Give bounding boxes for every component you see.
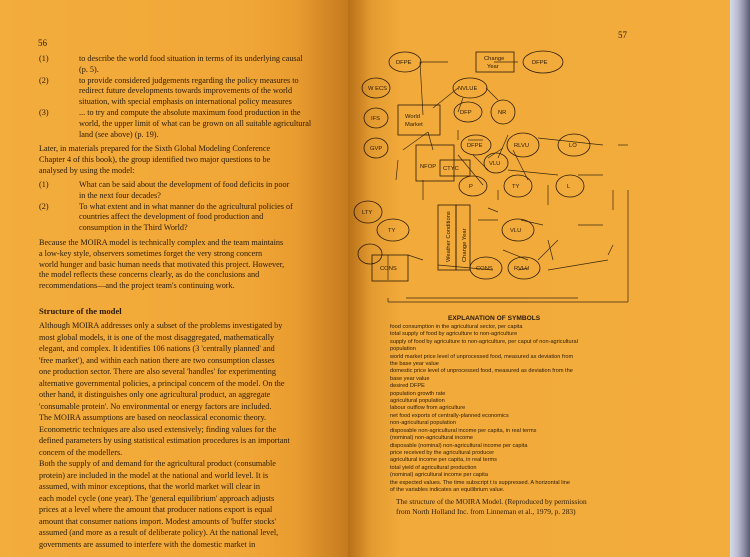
list-item-text: To what extent and in what manner do the agricultural policies of: [79, 201, 293, 211]
caption-line: The structure of the MOIRA Model. (Reproduced by permission: [396, 497, 587, 506]
text-line: concern of the modellers.: [39, 447, 123, 457]
diagram-label: P: [469, 184, 473, 190]
list-item: [39, 202, 339, 213]
list-item: [39, 76, 339, 87]
list-item: [39, 65, 339, 76]
diagram-label: CONS: [476, 266, 493, 272]
legend-entry: agricultural income per capita, in real terms: [390, 457, 497, 464]
text-line: protein) are included in the model at the national and world level. It is: [39, 470, 269, 480]
text-line: world hunger and basic human needs that motivated this project. However,: [39, 259, 285, 269]
diagram-label: TY: [388, 228, 396, 234]
figure-caption: [396, 497, 716, 516]
legend-entry: base year value: [390, 375, 430, 382]
text-line: assumed, with minor exceptions, that the world market will clear in: [39, 482, 261, 491]
text-line: Later, in materials prepared for the Sixth Global Modeling Conference: [39, 144, 271, 153]
text-line: Chapter 4 of this book), the group identified two major questions to be: [39, 154, 271, 164]
diagram-label: LTY: [362, 210, 373, 216]
list-item: [39, 97, 339, 108]
list-item-text: to describe the world food situation in terms of its underlying causal: [79, 54, 303, 63]
diagram-label: DFPE: [396, 60, 412, 66]
list-item-text: to provide considered judgements regarding the policy measures to: [79, 75, 299, 85]
text-line: alternative governmental policies, a principal concern of the model. On the: [39, 378, 285, 388]
text-line: governments are assumed to interfere with the domestic market in: [39, 539, 256, 549]
page-number: 57: [618, 30, 627, 40]
legend-entry: total yield of agricultural production: [390, 464, 477, 471]
left-page: [0, 0, 348, 557]
caption-line: from North Holland Inc. from Linneman et al., 1979, p. 283): [396, 506, 576, 516]
diagram-label: W ECS: [368, 86, 388, 92]
diagram-label: VLU: [510, 228, 522, 234]
diagram-label-vertical: Weather Conditions: [446, 211, 452, 262]
list-item-text: world, the upper limit of what can be grown on all suitable agricultural: [79, 118, 312, 128]
legend-entry: of the variables indicates an equilibrium value.: [390, 486, 505, 493]
list-item: [39, 130, 339, 141]
explanation-title: EXPLANATION OF SYMBOLS: [448, 315, 541, 322]
world-market-box: [398, 105, 440, 135]
list-item-text: land (see above) (p. 19).: [79, 129, 159, 139]
text-line: 'free market'), and within each nation there are two consumption classes: [39, 355, 275, 365]
diagram-label: L: [567, 184, 571, 190]
diagram-label: Year: [487, 64, 499, 70]
list-item: [39, 54, 339, 65]
legend-entry: population growth rate: [390, 390, 446, 397]
legend-entry: agricultural population: [390, 398, 445, 405]
symbol-legend: [390, 324, 720, 494]
moira-structure-diagram: [348, 40, 730, 340]
legend-entry: desired DFPE: [390, 383, 425, 390]
list-item: [39, 212, 339, 223]
diagram-label: CONS: [380, 266, 397, 272]
list-item: [39, 108, 339, 119]
list-item-text: in the next four decades?: [79, 190, 161, 200]
text-line: other hand, it distinguishes only one agricultural product, an aggregate: [39, 390, 271, 399]
p-node: [459, 176, 487, 196]
legend-entry: disposable (nominal) non-agricultural income per capita: [390, 442, 528, 449]
page-number: 56: [38, 38, 47, 48]
text-line: amount that consumer nations import. Modest amounts of 'buffer stocks': [39, 516, 277, 526]
text-line: assumed (and more as a result of deliberate policy). At the national level,: [39, 528, 279, 537]
legend-entry: food consumption in the agricultural sector, per capita: [390, 324, 523, 330]
legend-entry: net food exports of centrally-planned economics: [390, 412, 509, 419]
text-line: elegant, and complex. It identifies 106 nations (3 'centrally planned' and: [39, 344, 275, 353]
list-item: [39, 191, 339, 202]
text-line: Both the supply of and demand for the agricultural product (consumable: [39, 459, 276, 468]
right-page: [348, 0, 730, 557]
node-left-bottom: [358, 244, 382, 264]
text-line: each model cycle (one year). The 'general equilibrium' approach adjusts: [39, 493, 275, 503]
page-edge: [730, 0, 750, 557]
text-line: defined parameters by using statistical estimation procedures is an important: [39, 436, 290, 445]
list-item-text: countries affect the development of food production and: [79, 212, 264, 222]
diagram-label: TY: [512, 184, 520, 190]
list-item-text: situation, with special emphasis on international policy measures: [79, 97, 292, 107]
list-item-number: (2): [39, 201, 49, 211]
text-line: analysed by using the model:: [39, 165, 135, 175]
diagram-label: NVLUE: [458, 86, 478, 92]
legend-entry: world market price level of unprocessed food, measured as deviation from: [390, 353, 574, 360]
diagram-label: CTYC: [443, 166, 459, 172]
section-heading: Structure of the model: [39, 306, 122, 316]
text-line: Although MOIRA addresses only a subset of the problems investigated by: [39, 321, 283, 330]
diagram-label: IFS: [371, 116, 381, 122]
list-item-text: What can be said about the development of food deficits in poor: [79, 180, 290, 189]
diagram-label: DFPE: [467, 143, 483, 149]
diagram-label: RVLU: [514, 266, 530, 272]
diagram-label: DFP: [460, 110, 472, 116]
text-line: Because the MOIRA model is technically complex and the team maintains: [39, 238, 284, 247]
text-line: prices at a level where the amount that producer nations export is equal: [39, 505, 273, 514]
diagram-label: Change: [484, 56, 505, 62]
list-item-number: (1): [39, 54, 49, 63]
text-line: the model reflects these concerns clearly, as do the conclusions and: [39, 270, 260, 280]
list-item-text: consumption in the Third World?: [79, 223, 188, 233]
legend-entry: total supply of food by agriculture to non-agriculture: [390, 331, 518, 338]
list-item: [39, 223, 339, 234]
diagram-label-vertical: Change Year: [462, 228, 468, 262]
legend-entry: price received by the agricultural producer: [390, 449, 495, 456]
legend-entry: population: [390, 346, 416, 353]
legend-entry: labour outflow from agriculture: [390, 405, 466, 412]
diagram-label: Market: [405, 122, 423, 128]
text-line: The MOIRA assumptions are based on neoclassical economic theory.: [39, 413, 267, 422]
list-item: [39, 180, 339, 191]
legend-entry: disposable non-agricultural income per capita, in real terms: [390, 427, 537, 434]
diagram-label: LO: [569, 143, 577, 149]
list-item-number: (3): [39, 108, 49, 117]
diagram-label: NR: [498, 110, 507, 116]
diagram-label: World: [405, 114, 421, 120]
legend-entry: the base year value: [390, 361, 439, 368]
legend-entry: (nominal) agricultural income per capita: [390, 472, 488, 479]
text-line: 'consumable protein'. No environmental or energy factors are included.: [39, 401, 272, 411]
text-line: most global models, it is one of the most disaggregated, mathematically: [39, 332, 275, 342]
list-item-number: (2): [39, 75, 49, 85]
list-item: [39, 119, 339, 130]
list-item-text: ... to try and compute the absolute maximum food production in the: [79, 108, 301, 117]
diagram-label: DFPE: [532, 60, 548, 66]
diagram-label: RLVU: [514, 143, 530, 149]
text-line: recommendations—and the project team's continuing work.: [39, 281, 235, 291]
list-item: [39, 86, 339, 97]
list-item-text: (p. 5).: [79, 64, 99, 74]
text-line: one production sector. There are also several 'handles' for experimenting: [39, 367, 276, 376]
legend-entry: domestic price level of unprocessed food, measured as deviation from the: [390, 368, 573, 375]
text-line: Econometric techniques are also used extensively; finding values for the: [39, 424, 277, 434]
legend-entry: (nominal) non-agricultural income: [390, 435, 474, 442]
legend-entry: the expected values. The time subscript t is suppressed. A horizontal line: [390, 479, 570, 486]
text-line: a low-key style, observers sometimes forget the very strong concern: [39, 248, 263, 258]
list-item-number: (1): [39, 180, 49, 189]
legend-entry: supply of food by agriculture to non-agriculture, per caput of non-agricultural: [390, 338, 578, 345]
list-item-text: redirect future developments towards improvements of the world: [79, 86, 293, 96]
diagram-label: NFOP: [420, 164, 437, 170]
legend-entry: non-agricultural population: [390, 420, 456, 427]
diagram-label: VLU: [489, 161, 501, 167]
diagram-label: GVP: [370, 146, 383, 152]
